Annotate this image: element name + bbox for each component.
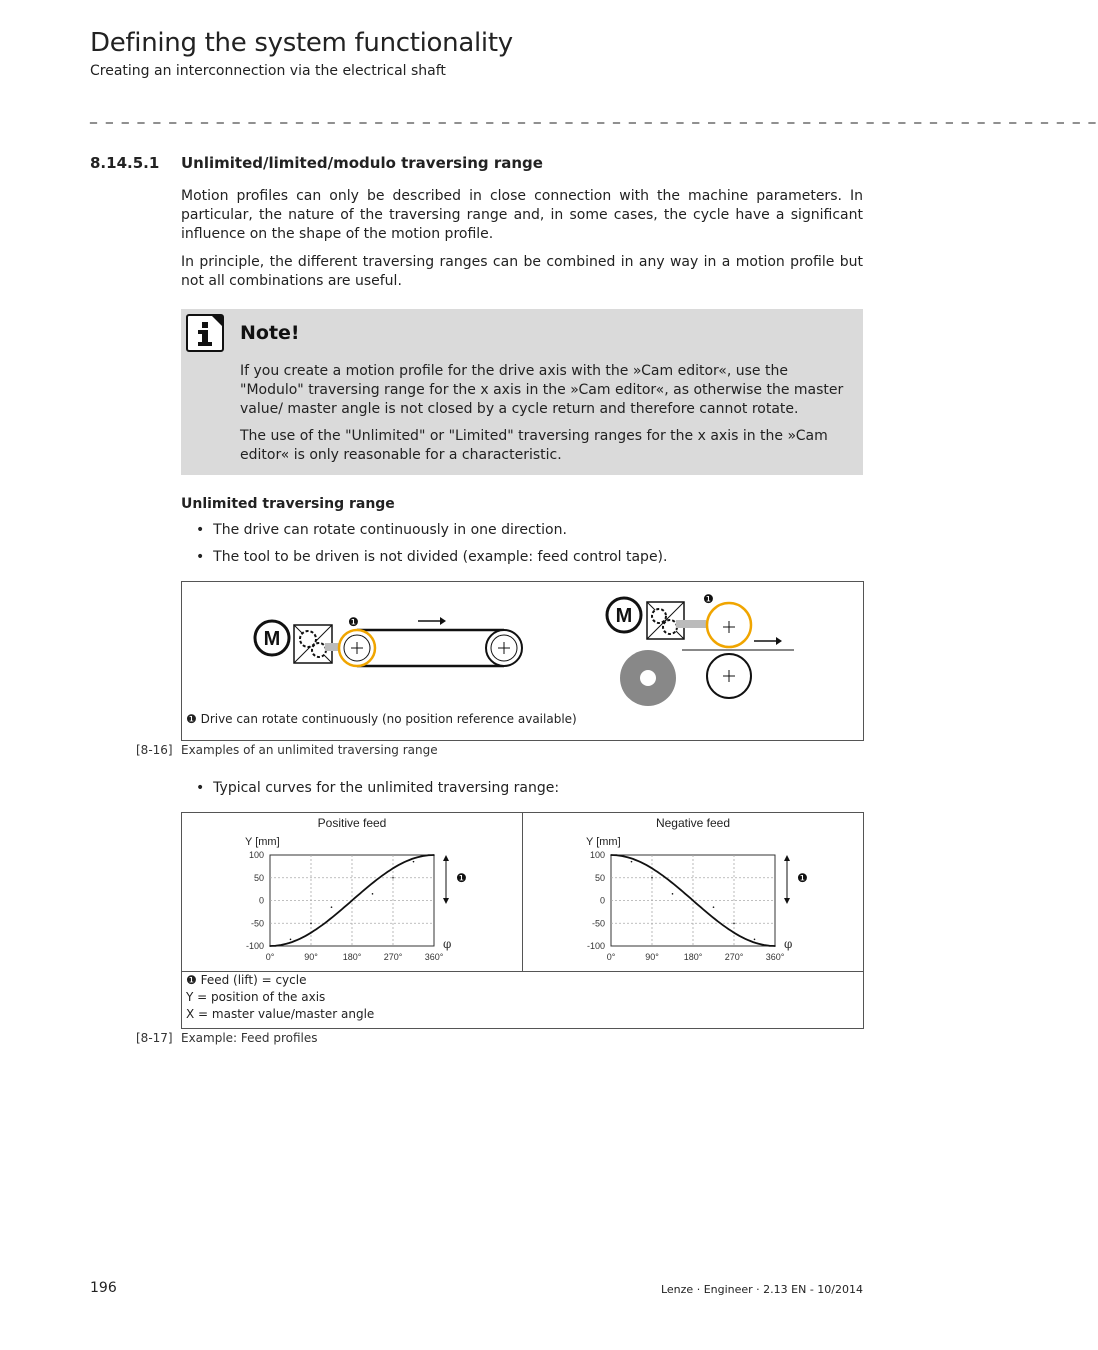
x-tick-label: 360° <box>765 952 785 962</box>
y-tick-label: 50 <box>594 872 605 883</box>
y-tick-label: -50 <box>591 918 605 929</box>
page-title: Defining the system functionality <box>90 28 513 58</box>
subsection-heading: Unlimited traversing range <box>181 496 395 512</box>
marker-1: ❶ <box>348 615 359 629</box>
page-number: 196 <box>90 1280 117 1296</box>
figure-caption: Example: Feed profiles <box>181 1031 318 1045</box>
figure-caption: Examples of an unlimited traversing range <box>181 743 438 757</box>
bullet-item: • The tool to be driven is not divided (example: feed control tape). <box>196 549 668 565</box>
belt-drive-diagram <box>255 615 522 666</box>
data-point <box>351 900 353 902</box>
bullet-item: • Typical curves for the unlimited traversing range: <box>196 780 560 796</box>
bullet-text: The tool to be driven is not divided (example: feed control tape). <box>213 549 668 565</box>
cycle-marker: ❶ <box>797 871 808 885</box>
y-tick-label: 100 <box>589 850 605 860</box>
y-tick-label: 100 <box>248 850 264 860</box>
x-axis-label: φ <box>443 937 452 951</box>
data-point <box>290 939 292 941</box>
feed-charts <box>182 813 863 971</box>
chart-positive-feed <box>245 816 467 962</box>
data-point <box>733 922 735 924</box>
y-axis-label: Y [mm] <box>586 836 621 848</box>
x-tick-label: 360° <box>424 952 444 962</box>
data-point <box>310 922 312 924</box>
bullet-text: The drive can rotate continuously in one direction. <box>213 522 567 538</box>
info-icon <box>186 314 224 352</box>
x-tick-label: 0° <box>606 952 616 962</box>
data-point <box>672 893 674 895</box>
data-point <box>392 877 394 879</box>
note-box <box>181 309 863 475</box>
motor-label: M <box>263 628 281 650</box>
x-tick-label: 90° <box>645 952 659 962</box>
x-tick-label: 0° <box>265 952 275 962</box>
cycle-arrow-head <box>784 898 790 904</box>
data-point <box>372 893 374 895</box>
paragraph-2: In principle, the different traversing ranges can be combined in any way in a motion profile but not all combinations are useful. <box>181 254 863 289</box>
x-tick-label: 180° <box>683 952 703 962</box>
note-paragraph-1: If you create a motion profile for the drive axis with the »Cam editor«, use the "Modulo" traversing range for the x axis in the »Cam editor«, as otherwise the master value/ master angle is not closed by a cycle return and therefore cannot rotate. <box>240 363 844 417</box>
legend-line-3: X = master value/master angle <box>186 1007 375 1021</box>
data-point <box>269 945 271 947</box>
figure-caption-number: [8-17] <box>136 1031 173 1045</box>
x-tick-label: 90° <box>304 952 318 962</box>
chart-negative-feed <box>586 816 808 962</box>
y-tick-label: -50 <box>250 918 264 929</box>
footer-info: Lenze · Engineer · 2.13 EN - 10/2014 <box>660 1283 863 1296</box>
y-tick-label: 50 <box>253 872 264 883</box>
legend-divider <box>182 971 863 972</box>
note-title: Note! <box>240 322 300 344</box>
paragraph-1: Motion profiles can only be described in close connection with the machine parameters. In particular, the nature of the traversing range and, in some cases, the cycle have a significant influence on the shape of the motion profile. <box>181 188 863 242</box>
chart-title: Positive feed <box>317 816 387 830</box>
cycle-arrow-head <box>784 855 790 861</box>
data-point <box>413 861 415 863</box>
data-point <box>331 906 333 908</box>
figure-feed-profiles <box>181 812 864 1029</box>
figure-caption-number: [8-16] <box>136 743 173 757</box>
x-tick-label: 270° <box>724 952 744 962</box>
y-tick-label: -100 <box>245 941 264 951</box>
note-paragraph-2: The use of the "Unlimited" or "Limited" traversing ranges for the x axis in the »Cam editor« is only reasonable for a characteristic. <box>240 428 828 463</box>
figure-legend: ❶ Drive can rotate continuously (no position reference available) <box>186 712 577 726</box>
legend-line-2: Y = position of the axis <box>186 990 326 1004</box>
marker-1: ❶ <box>703 592 714 606</box>
y-tick-label: 0 <box>599 895 605 906</box>
bullet-text: Typical curves for the unlimited traversing range: <box>213 780 560 796</box>
y-tick-label: 0 <box>258 895 264 906</box>
section-number: 8.14.5.1 <box>90 154 160 172</box>
x-axis-label: φ <box>784 937 793 951</box>
legend-line-1: ❶ Feed (lift) = cycle <box>186 973 307 987</box>
data-point <box>433 854 435 856</box>
data-point <box>754 939 756 941</box>
figure-unlimited-examples <box>181 581 864 741</box>
x-tick-label: 180° <box>342 952 362 962</box>
chart-title: Negative feed <box>655 816 731 830</box>
bullet-item: • The drive can rotate continuously in one direction. <box>196 522 567 538</box>
y-tick-label: -100 <box>586 941 605 951</box>
x-tick-label: 270° <box>383 952 403 962</box>
data-point <box>610 854 612 856</box>
data-point <box>774 945 776 947</box>
data-point <box>692 900 694 902</box>
section-title: Unlimited/limited/modulo traversing range <box>181 154 543 172</box>
data-point <box>631 861 633 863</box>
cycle-marker: ❶ <box>456 871 467 885</box>
cycle-arrow-head <box>443 898 449 904</box>
page-subtitle: Creating an interconnection via the electrical shaft <box>90 63 446 79</box>
cycle-arrow-head <box>443 855 449 861</box>
y-axis-label: Y [mm] <box>245 836 280 848</box>
motor-label: M <box>615 605 633 627</box>
data-point <box>713 906 715 908</box>
header-separator: _ _ _ _ _ _ _ _ _ _ _ _ _ _ _ _ _ _ _ _ _ _ _ _ _ _ _ _ _ _ _ _ _ _ _ _ _ _ _ _ _ _ _ _ _ _ _ _ _ _ _ _ _ _ _ _ _ _ _ _ _ _ _ _ <box>90 108 1098 124</box>
roller-feed-diagram <box>607 592 794 706</box>
data-point <box>651 877 653 879</box>
